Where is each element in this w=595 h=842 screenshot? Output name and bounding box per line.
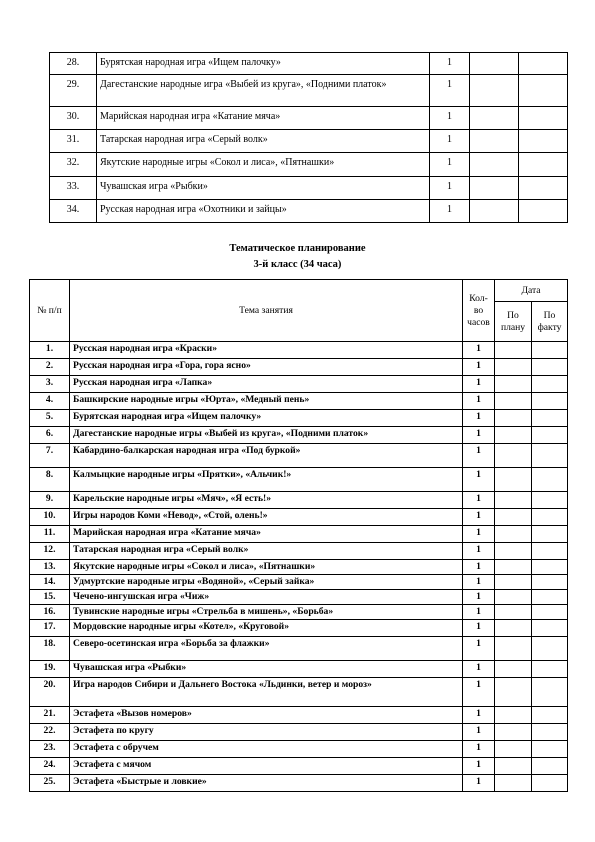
table-row [50, 75, 568, 107]
table-row [30, 410, 568, 427]
table-row [30, 678, 568, 707]
row-number: 10. [30, 509, 70, 526]
row-plan-date [495, 590, 532, 605]
table-row [30, 468, 568, 492]
row-fact-date [532, 444, 568, 468]
row-hours: 1 [430, 177, 470, 200]
row-hours: 1 [463, 468, 495, 492]
row-number: 18. [30, 637, 70, 661]
row-number: 7. [30, 444, 70, 468]
row-topic: Чувашская игра «Рыбки» [97, 177, 430, 200]
row-hours: 1 [430, 75, 470, 107]
row-topic: Эстафета «Быстрые и ловкие» [70, 775, 463, 792]
header-num: № п/п [30, 280, 70, 342]
row-topic: Карельские народные игры «Мяч», «Я есть!» [70, 492, 463, 509]
row-number: 2. [30, 359, 70, 376]
row-number: 11. [30, 526, 70, 543]
row-hours: 1 [463, 575, 495, 590]
row-topic: Якутские народные игры «Сокол и лиса», «Пятнашки» [70, 560, 463, 575]
table-row [30, 543, 568, 560]
table-row [30, 560, 568, 575]
table-row [50, 200, 568, 223]
row-plan-date [495, 661, 532, 678]
row-fact-date [532, 605, 568, 620]
row-plan-date [495, 509, 532, 526]
table-row [30, 741, 568, 758]
row-plan-date [495, 775, 532, 792]
row-topic: Удмуртские народные игры «Водяной», «Серый зайка» [70, 575, 463, 590]
row-hours: 1 [463, 393, 495, 410]
row-fact-date [532, 359, 568, 376]
row-fact-date [532, 376, 568, 393]
row-hours: 1 [463, 637, 495, 661]
row-fact-date [519, 153, 568, 177]
row-fact-date [532, 758, 568, 775]
row-hours: 1 [463, 359, 495, 376]
row-topic: Эстафета «Вызов номеров» [70, 707, 463, 724]
row-fact-date [532, 560, 568, 575]
row-plan-date [495, 376, 532, 393]
row-topic: Калмыцкие народные игры «Прятки», «Альчик!» [70, 468, 463, 492]
row-plan-date [495, 410, 532, 427]
row-hours: 1 [463, 444, 495, 468]
row-plan-date [495, 427, 532, 444]
row-number: 33. [50, 177, 97, 200]
row-fact-date [532, 620, 568, 637]
row-number: 34. [50, 200, 97, 223]
table-row [30, 526, 568, 543]
row-fact-date [519, 75, 568, 107]
row-fact-date [532, 741, 568, 758]
row-plan-date [495, 724, 532, 741]
row-plan-date [495, 605, 532, 620]
row-hours: 1 [430, 53, 470, 75]
table-row [30, 509, 568, 526]
table-row [30, 620, 568, 637]
header-hours: Кол-во часов [463, 280, 495, 342]
row-hours: 1 [430, 130, 470, 153]
table-row [30, 661, 568, 678]
row-hours: 1 [463, 427, 495, 444]
row-number: 15. [30, 590, 70, 605]
row-hours: 1 [463, 342, 495, 359]
row-hours: 1 [463, 661, 495, 678]
row-hours: 1 [463, 678, 495, 707]
row-number: 24. [30, 758, 70, 775]
row-plan-date [495, 393, 532, 410]
row-number: 30. [50, 107, 97, 130]
row-hours: 1 [463, 560, 495, 575]
row-fact-date [532, 590, 568, 605]
row-hours: 1 [463, 620, 495, 637]
row-topic: Якутские народные игры «Сокол и лиса», «Пятнашки» [97, 153, 430, 177]
table-row [30, 359, 568, 376]
row-plan-date [495, 359, 532, 376]
table-row [30, 393, 568, 410]
row-hours: 1 [463, 758, 495, 775]
row-number: 32. [50, 153, 97, 177]
row-topic: Русская народная игра «Лапка» [70, 376, 463, 393]
row-plan-date [495, 560, 532, 575]
row-fact-date [519, 177, 568, 200]
row-fact-date [532, 678, 568, 707]
row-hours: 1 [430, 107, 470, 130]
row-plan-date [470, 130, 519, 153]
table-row [50, 107, 568, 130]
section-subtitle: 3-й класс (34 часа) [253, 259, 342, 270]
row-topic: Бурятская народная игра «Ищем палочку» [70, 410, 463, 427]
table-row [30, 637, 568, 661]
row-hours: 1 [463, 410, 495, 427]
row-topic: Бурятская народная игра «Ищем палочку» [97, 53, 430, 75]
row-topic: Русская народная игра «Краски» [70, 342, 463, 359]
table-row [30, 724, 568, 741]
row-fact-date [532, 661, 568, 678]
row-fact-date [532, 575, 568, 590]
plan-table-body [30, 342, 568, 792]
row-plan-date [495, 492, 532, 509]
row-plan-date [495, 678, 532, 707]
row-topic: Татарская народная игра «Серый волк» [97, 130, 430, 153]
row-hours: 1 [463, 707, 495, 724]
table-row [50, 177, 568, 200]
row-plan-date [495, 575, 532, 590]
row-number: 25. [30, 775, 70, 792]
row-hours: 1 [463, 775, 495, 792]
row-fact-date [519, 53, 568, 75]
row-hours: 1 [463, 741, 495, 758]
row-number: 21. [30, 707, 70, 724]
row-plan-date [495, 468, 532, 492]
row-topic: Дагестанские народные игры «Выбей из круга», «Подними платок» [70, 427, 463, 444]
row-number: 23. [30, 741, 70, 758]
row-fact-date [532, 724, 568, 741]
table-row [50, 53, 568, 75]
row-plan-date [470, 107, 519, 130]
row-fact-date [519, 130, 568, 153]
row-plan-date [495, 620, 532, 637]
previous-plan-table [49, 52, 568, 223]
row-plan-date [470, 75, 519, 107]
table-row [30, 758, 568, 775]
table-row [30, 444, 568, 468]
row-fact-date [532, 543, 568, 560]
row-plan-date [470, 153, 519, 177]
table-row [50, 153, 568, 177]
header-topic: Тема занятия [70, 280, 463, 342]
row-topic: Марийская народная игра «Катание мяча» [70, 526, 463, 543]
row-fact-date [532, 637, 568, 661]
row-fact-date [532, 393, 568, 410]
plan-table-header [30, 280, 568, 342]
row-number: 5. [30, 410, 70, 427]
table-row [30, 707, 568, 724]
row-topic: Эстафета с мячом [70, 758, 463, 775]
row-number: 29. [50, 75, 97, 107]
row-hours: 1 [463, 376, 495, 393]
row-number: 6. [30, 427, 70, 444]
row-plan-date [495, 526, 532, 543]
row-number: 31. [50, 130, 97, 153]
row-plan-date [470, 200, 519, 223]
row-hours: 1 [430, 153, 470, 177]
row-fact-date [532, 707, 568, 724]
row-hours: 1 [463, 590, 495, 605]
row-topic: Эстафета по кругу [70, 724, 463, 741]
row-fact-date [532, 492, 568, 509]
header-fact: По факту [532, 302, 568, 342]
row-plan-date [470, 177, 519, 200]
row-number: 17. [30, 620, 70, 637]
row-plan-date [495, 707, 532, 724]
row-number: 8. [30, 468, 70, 492]
row-fact-date [532, 410, 568, 427]
row-topic: Чувашская игра «Рыбки» [70, 661, 463, 678]
table-row [30, 575, 568, 590]
section-title: Тематическое планирование [229, 243, 366, 254]
row-hours: 1 [463, 605, 495, 620]
row-plan-date [470, 53, 519, 75]
row-number: 28. [50, 53, 97, 75]
row-fact-date [532, 509, 568, 526]
row-topic: Чечено-ингушская игра «Чиж» [70, 590, 463, 605]
row-number: 19. [30, 661, 70, 678]
row-plan-date [495, 543, 532, 560]
row-hours: 1 [463, 543, 495, 560]
table-row [30, 590, 568, 605]
row-topic: Эстафета с обручем [70, 741, 463, 758]
row-number: 3. [30, 376, 70, 393]
row-fact-date [532, 526, 568, 543]
previous-plan-table-body [50, 53, 568, 223]
table-row [50, 130, 568, 153]
row-hours: 1 [463, 492, 495, 509]
row-topic: Игры народов Коми «Невод», «Стой, олень!» [70, 509, 463, 526]
table-row [30, 775, 568, 792]
row-fact-date [532, 775, 568, 792]
row-number: 4. [30, 393, 70, 410]
row-hours: 1 [463, 724, 495, 741]
row-topic: Русская народная игра «Гора, гора ясно» [70, 359, 463, 376]
header-plan: По плану [495, 302, 532, 342]
row-topic: Тувинские народные игры «Стрельба в мишень», «Борьба» [70, 605, 463, 620]
row-hours: 1 [463, 526, 495, 543]
row-number: 9. [30, 492, 70, 509]
row-topic: Северо-осетинская игра «Борьба за флажки» [70, 637, 463, 661]
row-topic: Игра народов Сибири и Дальнего Востока «Льдинки, ветер и мороз» [70, 678, 463, 707]
row-hours: 1 [430, 200, 470, 223]
row-number: 14. [30, 575, 70, 590]
row-fact-date [519, 107, 568, 130]
row-number: 12. [30, 543, 70, 560]
header-date: Дата [495, 280, 568, 302]
row-topic: Кабардино-балкарская народная игра «Под буркой» [70, 444, 463, 468]
row-topic: Мордовские народные игры «Котел», «Круговой» [70, 620, 463, 637]
row-number: 20. [30, 678, 70, 707]
row-topic: Башкирские народные игры «Юрта», «Медный пень» [70, 393, 463, 410]
row-topic: Русская народная игра «Охотники и зайцы» [97, 200, 430, 223]
table-row [30, 376, 568, 393]
row-topic: Дагестанские народные игра «Выбей из круга», «Подними платок» [97, 75, 430, 107]
thematic-plan-table [29, 279, 568, 792]
table-row [30, 342, 568, 359]
row-number: 1. [30, 342, 70, 359]
row-fact-date [532, 468, 568, 492]
row-topic: Марийская народная игра «Катание мяча» [97, 107, 430, 130]
row-number: 16. [30, 605, 70, 620]
row-plan-date [495, 758, 532, 775]
row-fact-date [532, 342, 568, 359]
row-number: 22. [30, 724, 70, 741]
row-fact-date [532, 427, 568, 444]
table-row [30, 605, 568, 620]
row-fact-date [519, 200, 568, 223]
row-plan-date [495, 741, 532, 758]
row-plan-date [495, 637, 532, 661]
row-plan-date [495, 342, 532, 359]
table-row [30, 492, 568, 509]
row-hours: 1 [463, 509, 495, 526]
table-row [30, 427, 568, 444]
row-plan-date [495, 444, 532, 468]
row-topic: Татарская народная игра «Серый волк» [70, 543, 463, 560]
row-number: 13. [30, 560, 70, 575]
